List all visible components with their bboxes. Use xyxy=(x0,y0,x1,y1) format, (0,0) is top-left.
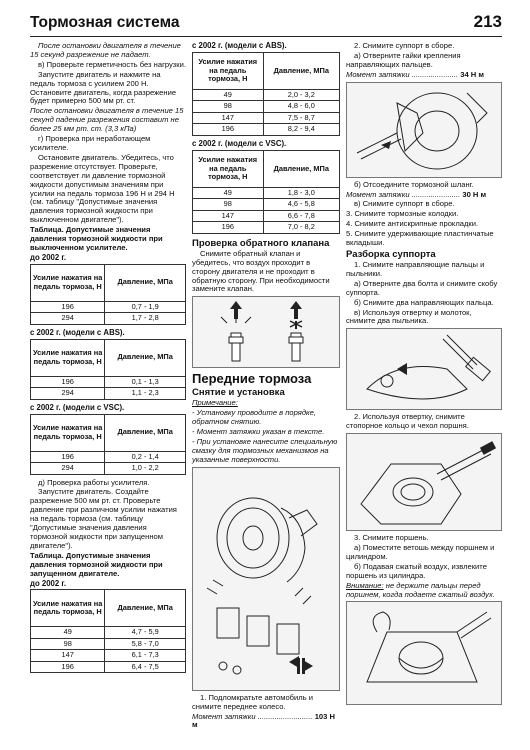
page-number: 213 xyxy=(473,12,502,31)
table-row xyxy=(193,199,340,211)
step: 3. Снимите тормозные колодки. xyxy=(346,209,459,219)
paragraph: Запустите двигатель и нажмите на педаль тормоза с усилием 200 Н. Остановите двигатель, когда разрежение будет примерно 500 мм рт. ст. xyxy=(30,69,177,106)
section-heading: Проверка обратного клапана xyxy=(192,237,330,249)
column-header-force: Усилие нажатия на педаль тормоза, Н xyxy=(31,264,105,301)
table-label: с 2002 г. (модели с VSC). xyxy=(30,402,125,412)
subsection-heading: Снятие и установка xyxy=(192,387,285,399)
table-label: с 2002 г. (модели с VSC). xyxy=(192,138,287,148)
table-row xyxy=(31,661,186,673)
warning xyxy=(346,582,502,600)
pressure-cell: 7,0 - 8,2 xyxy=(263,222,339,234)
step: 5. Снимите удерживающие пластинчатые вкладыши. xyxy=(346,229,494,248)
pressure-table xyxy=(30,414,186,475)
column-middle xyxy=(192,42,340,731)
pressure-cell: 4,8 - 6,0 xyxy=(263,101,339,113)
column-header-force: Усилие нажатия на педаль тормоза, Н xyxy=(193,150,264,187)
pressure-table xyxy=(192,52,340,136)
table-row xyxy=(193,222,340,234)
table-row xyxy=(31,301,186,313)
column-header-pressure: Давление, МПа xyxy=(105,264,186,301)
caliper-removal-figure xyxy=(346,82,502,178)
paragraph: Запустите двигатель. Создайте разрежение 500 мм рт. ст. Проверьте давление при различном усилии нажатия на педаль тормоза (см. таблицу "Допустимые значения давления тормозной жидкости при запущенном двигателе"). xyxy=(30,487,177,550)
table-label: с 2002 г. (модели с ABS). xyxy=(192,41,287,50)
column-header-pressure: Давление, МПа xyxy=(105,339,186,376)
paragraph: После остановки двигателя в течение 15 секунд падение разрежения составит не более 25 мм рт. ст. (3,3 кПа) xyxy=(30,106,184,134)
pressure-cell: 0,1 - 1,3 xyxy=(105,376,186,388)
torque-spec xyxy=(192,713,340,731)
pressure-cell: 1,7 - 2,8 xyxy=(105,313,186,325)
force-cell: 196 xyxy=(193,124,264,136)
torque-label: Момент затяжки ....................... xyxy=(346,189,461,199)
step: 2. Используя отвертку, снимите стопорное кольцо и чехол поршня. xyxy=(346,412,469,431)
pressure-cell: 1,1 - 2,3 xyxy=(105,388,186,400)
piston-removal-illustration xyxy=(347,602,502,704)
table-caption: Таблица. Допустимые значения давления тормозной жидкости при запущенном двигателе. xyxy=(30,550,163,578)
column-header-pressure: Давление, МПа xyxy=(263,52,339,89)
check-valve-figure xyxy=(192,296,340,368)
table-row xyxy=(31,388,186,400)
note-label: Примечание: xyxy=(192,398,238,408)
column-right xyxy=(346,42,502,708)
table-label: до 2002 г. xyxy=(30,252,67,262)
table-row xyxy=(31,638,186,650)
paragraph: д) Проверка работы усилителя. xyxy=(38,477,150,487)
pressure-cell: 6,4 - 7,5 xyxy=(105,661,186,673)
torque-spec xyxy=(346,71,502,80)
column-header-force: Усилие нажатия на педаль тормоза, Н xyxy=(193,52,264,89)
step: б) Подавая сжатый воздух, извлеките поршень из цилиндра. xyxy=(346,561,487,580)
pressure-cell: 4,7 - 5,9 xyxy=(105,627,186,639)
warning-text: не держите пальцы перед поршнем, когда подаете сжатый воздух. xyxy=(346,580,495,599)
column-header-force: Усилие нажатия на педаль тормоза, Н xyxy=(31,590,105,627)
pressure-table xyxy=(30,339,186,400)
torque-value: 34 Н м xyxy=(460,69,485,79)
table-label: с 2002 г. (модели с ABS). xyxy=(30,327,125,337)
table-row xyxy=(31,451,186,463)
pressure-cell: 4,6 - 5,8 xyxy=(263,199,339,211)
force-cell: 98 xyxy=(31,638,105,650)
paragraph: г) Проверка при неработающем усилителе. xyxy=(30,134,151,152)
header-rule xyxy=(30,36,502,37)
pressure-cell: 0,7 - 1,9 xyxy=(105,301,186,313)
table-row xyxy=(193,101,340,113)
force-cell: 49 xyxy=(193,89,264,101)
step: в) Снимите суппорт в сборе. xyxy=(354,199,455,209)
step: а) Отверните гайки крепления направляющих пальцев. xyxy=(346,50,461,69)
table-row xyxy=(193,210,340,222)
force-cell: 147 xyxy=(31,650,105,662)
force-cell: 294 xyxy=(31,463,105,475)
section-heading-major: Передние тормоза xyxy=(192,371,312,387)
table-row xyxy=(31,313,186,325)
pressure-cell: 5,8 - 7,0 xyxy=(105,638,186,650)
force-cell: 49 xyxy=(31,627,105,639)
dust-boot-removal-figure xyxy=(346,328,502,410)
table-row xyxy=(31,376,186,388)
force-cell: 49 xyxy=(193,187,264,199)
force-cell: 147 xyxy=(193,112,264,124)
pressure-cell: 1,0 - 2,2 xyxy=(105,463,186,475)
paragraph: в) Проверьте герметичность без нагрузки. xyxy=(38,59,186,69)
step: б) Отсоедините тормозной шланг. xyxy=(354,179,474,189)
pressure-table xyxy=(192,150,340,234)
table-row xyxy=(193,89,340,101)
pressure-table xyxy=(30,589,186,673)
torque-label: Момент затяжки ...................... xyxy=(346,69,459,79)
note-item: - Установку проводите в порядке, обратном снятию. xyxy=(192,408,316,427)
column-header-pressure: Давление, МПа xyxy=(105,414,186,451)
step: 3. Снимите поршень. xyxy=(354,533,429,543)
snap-ring-removal-figure xyxy=(346,433,502,531)
warning-label: Внимание: xyxy=(346,580,384,590)
front-brake-exploded-figure xyxy=(192,467,340,691)
table-row xyxy=(31,463,186,475)
column-header-force: Усилие нажатия на педаль тормоза, Н xyxy=(31,414,105,451)
torque-spec xyxy=(346,191,502,200)
column-header-pressure: Давление, МПа xyxy=(263,150,339,187)
paragraph: Снимите обратный клапан и убедитесь, что воздух проходит в сторону двигателя и не проходит в обратную сторону. При необходимости замените клапан. xyxy=(192,248,330,294)
torque-label: Момент затяжки .......................... xyxy=(192,711,313,721)
pressure-table xyxy=(30,264,186,325)
section-title: Тормозная система xyxy=(30,14,180,31)
pressure-cell: 7,5 - 8,7 xyxy=(263,112,339,124)
force-cell: 294 xyxy=(31,388,105,400)
table-row xyxy=(193,124,340,136)
step: 2. Снимите суппорт в сборе. xyxy=(354,41,455,50)
table-caption: Таблица. Допустимые значения давления тормозной жидкости при выключенном усилителе. xyxy=(30,225,163,252)
table-row xyxy=(193,187,340,199)
brake-assembly-illustration xyxy=(193,468,340,690)
step: 4. Снимите антискрипные прокладки. xyxy=(346,219,479,229)
paragraph: После остановки двигателя в течение 15 секунд разрежение не падает. xyxy=(30,41,181,59)
column-header-force: Усилие нажатия на педаль тормоза, Н xyxy=(31,339,105,376)
force-cell: 196 xyxy=(31,661,105,673)
snap-ring-illustration xyxy=(347,434,502,530)
step: б) Снимите два направляющих пальца. xyxy=(354,297,494,307)
step: а) Поместите ветошь между поршнем и цилиндром. xyxy=(346,543,495,561)
note-item: - При установке нанесите специальную смазку для тормозных механизмов на указанные поверхности. xyxy=(192,436,338,464)
table-row xyxy=(31,650,186,662)
torque-value: 30 Н м xyxy=(462,189,487,199)
table-row xyxy=(31,627,186,639)
pressure-cell: 6,6 - 7,8 xyxy=(263,210,339,222)
column-header-pressure: Давление, МПа xyxy=(105,590,186,627)
column-left xyxy=(30,42,186,677)
pressure-cell: 6,1 - 7,3 xyxy=(105,650,186,662)
force-cell: 196 xyxy=(31,376,105,388)
check-valve-illustration xyxy=(193,297,340,367)
step: в) Используя отвертку и молоток, снимите два пыльника. xyxy=(346,307,472,326)
paragraph: Остановите двигатель. Убедитесь, что разрежение отсутствует. Проверьте, соответствует ли давление тормозной жидкости допустимым значениям при усилии на педаль тормоза 196 Н и 294 Н (см. таблицу "Допустимые значения давления тормозной жидкости при выключенном двигателе"). xyxy=(30,152,175,225)
pressure-cell: 2,0 - 3,2 xyxy=(263,89,339,101)
note-item: - Момент затяжки указан в тексте. xyxy=(192,427,325,437)
table-label: до 2002 г. xyxy=(30,578,67,588)
force-cell: 196 xyxy=(31,301,105,313)
caliper-removal-illustration xyxy=(347,83,502,177)
force-cell: 294 xyxy=(31,313,105,325)
step: 1. Снимите направляющие пальцы и пыльники. xyxy=(346,259,485,278)
section-heading: Разборка суппорта xyxy=(346,248,436,260)
force-cell: 196 xyxy=(31,451,105,463)
piston-removal-figure xyxy=(346,601,502,705)
step: 1. Подломкратьте автомобиль и снимите переднее колесо. xyxy=(192,692,313,711)
torque-value: 103 Н м xyxy=(192,711,335,730)
force-cell: 147 xyxy=(193,210,264,222)
force-cell: 98 xyxy=(193,199,264,211)
step: а) Отверните два болта и снимите скобу суппорта. xyxy=(346,278,498,297)
pressure-cell: 8,2 - 9,4 xyxy=(263,124,339,136)
force-cell: 98 xyxy=(193,101,264,113)
table-row xyxy=(193,112,340,124)
force-cell: 196 xyxy=(193,222,264,234)
pressure-cell: 1,8 - 3,0 xyxy=(263,187,339,199)
dust-boot-illustration xyxy=(347,329,502,409)
page-header xyxy=(30,0,502,38)
pressure-cell: 0,2 - 1,4 xyxy=(105,451,186,463)
